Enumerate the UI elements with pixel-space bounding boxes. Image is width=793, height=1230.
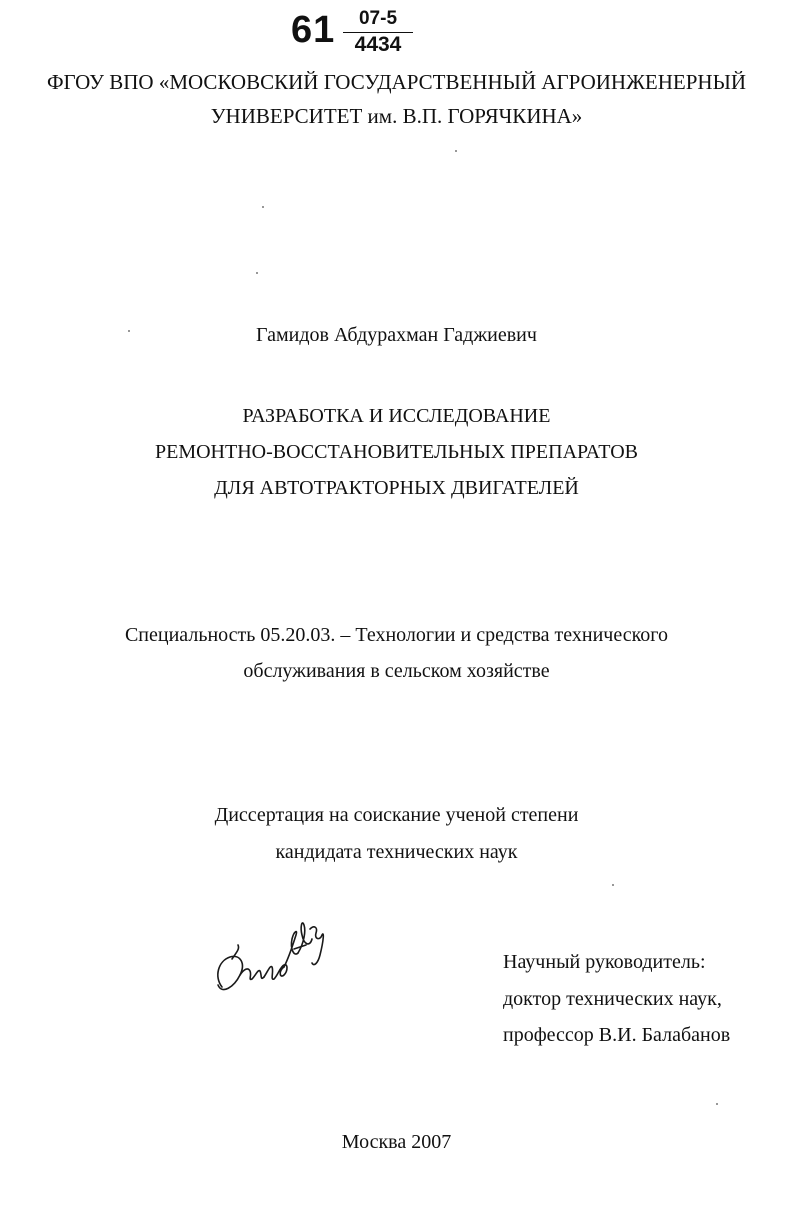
scan-speck [455, 150, 457, 152]
degree-line-2: кандидата технических наук [275, 841, 518, 863]
city-year: Москва 2007 [341, 1131, 452, 1153]
scan-speck [612, 884, 614, 886]
archive-stamp [291, 4, 431, 60]
stamp-numerator: 07-5 [358, 8, 398, 29]
supervisor-degree: доктор технических наук, [503, 988, 722, 1010]
degree-line-1: Диссертация на соискание ученой степени [214, 804, 579, 826]
institution-line-2: УНИВЕРСИТЕТ им. В.П. ГОРЯЧКИНА» [210, 104, 583, 128]
title-line-3: ДЛЯ АВТОТРАКТОРНЫХ ДВИГАТЕЛЕЙ [214, 477, 579, 499]
scan-speck [716, 1103, 718, 1105]
stamp-denominator: 4434 [354, 33, 402, 56]
scan-speck [256, 272, 258, 274]
handwritten-signature [210, 905, 340, 1015]
author-name: Гамидов Абдурахман Гаджиевич [256, 324, 537, 346]
title-line-1: РАЗРАБОТКА И ИССЛЕДОВАНИЕ [242, 405, 551, 427]
title-line-2: РЕМОНТНО-ВОССТАНОВИТЕЛЬНЫХ ПРЕПАРАТОВ [154, 441, 639, 463]
supervisor-label: Научный руководитель: [503, 951, 706, 973]
stamp-fraction [343, 4, 413, 57]
institution-line-1: ФГОУ ВПО «МОСКОВСКИЙ ГОСУДАРСТВЕННЫЙ АГРОИНЖЕНЕРНЫЙ [46, 70, 747, 94]
scan-speck [262, 206, 264, 208]
specialty-line-2: обслуживания в сельском хозяйстве [243, 660, 550, 682]
scan-speck [128, 330, 130, 332]
specialty-line-1: Специальность 05.20.03. – Технологии и средства технического [124, 624, 669, 646]
stamp-main-number: 61 [291, 9, 336, 51]
supervisor-name: профессор В.И. Балабанов [503, 1024, 731, 1046]
